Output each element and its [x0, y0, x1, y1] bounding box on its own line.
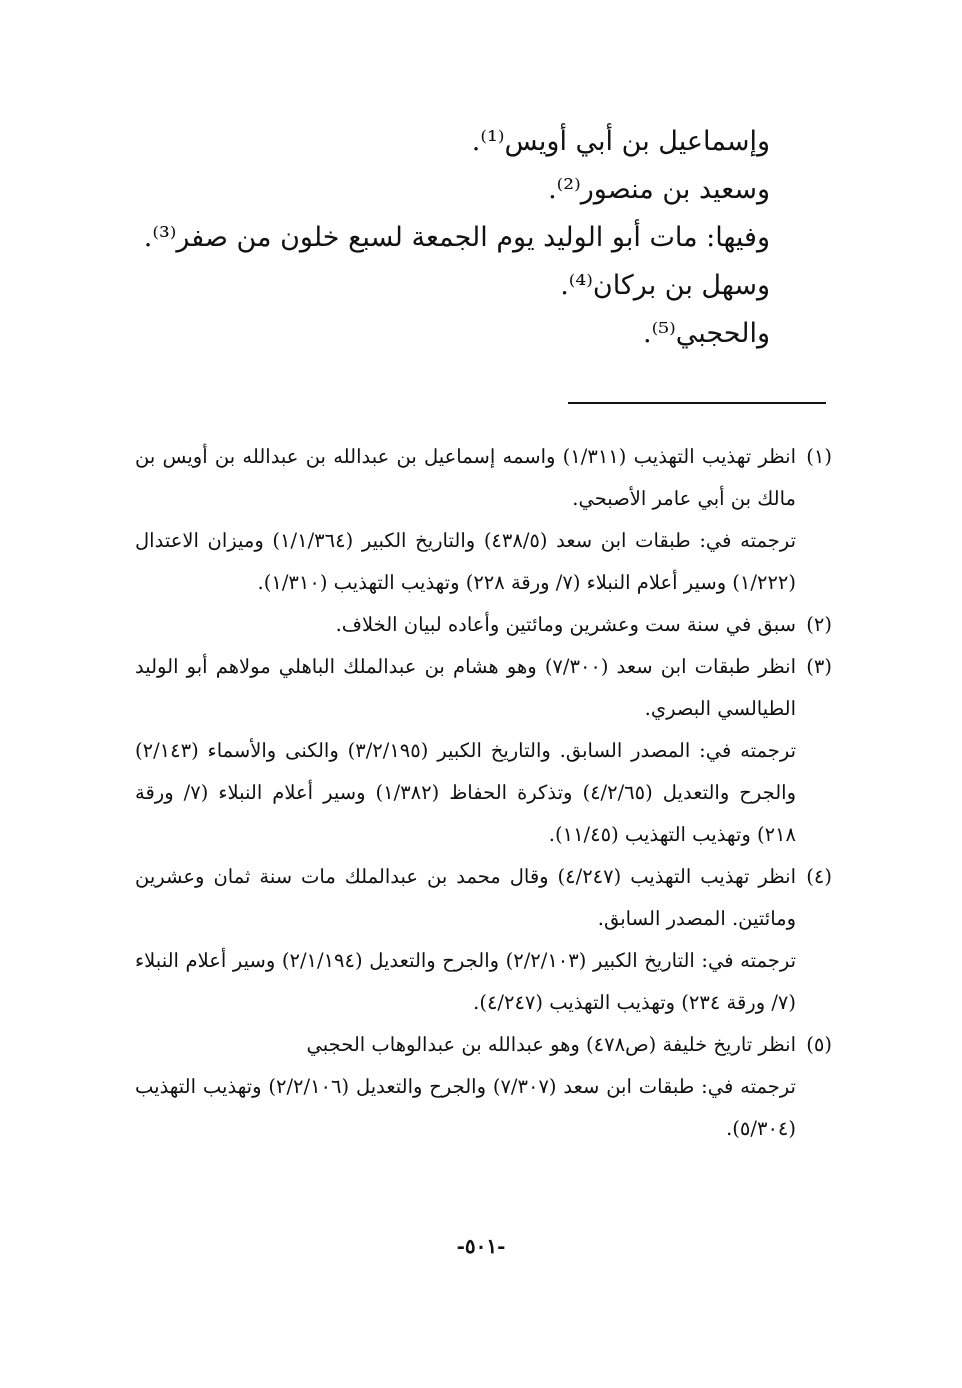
footnotes — [135, 436, 832, 1150]
footnote-number: (٢) — [806, 613, 832, 636]
footnote-paragraph: انظر تاريخ خليفة (ص٤٧٨) وهو عبدالله بن عبدالوهاب الحجبي — [306, 1033, 796, 1056]
main-text — [130, 118, 770, 358]
footnote-1 — [135, 436, 832, 604]
footnote-paragraph: ترجمته في: المصدر السابق. والتاريخ الكبير (٣/٢/١٩٥) والكنى والأسماء (٢/١٤٣) والجرح والتعديل (٤/٢/٦٥) وتذكرة الحفاظ (١/٣٨٢) وسير أعلام النبلاء (٧/ ورقة ٢١٨) وتهذيب التهذيب (١١/٤٥). — [135, 739, 797, 846]
footnote-divider — [568, 402, 826, 404]
footnote-2 — [135, 604, 832, 646]
footnote-paragraph: ترجمته في: التاريخ الكبير (٢/٢/١٠٣) والجرح والتعديل (٢/١/١٩٤) وسير أعلام النبلاء (٧/ ورقة ٢٣٤) وتهذيب التهذيب (٤/٢٤٧). — [135, 949, 797, 1014]
footnote-paragraph: انظر تهذيب التهذيب (٤/٢٤٧) وقال محمد بن عبدالملك مات سنة ثمان وعشرين ومائتين. المصدر السابق. — [135, 865, 797, 930]
footnote-number: (١) — [806, 445, 832, 468]
footnote-paragraph: ترجمته في: طبقات ابن سعد (٤٣٨/٥) والتاريخ الكبير (١/١/٣٦٤) وميزان الاعتدال (١/٢٢٢) وسير أعلام النبلاء (٧/ ورقة ٢٢٨) وتهذيب التهذيب (١/٣١٠). — [135, 529, 796, 594]
footnote-paragraph: انظر تهذيب التهذيب (١/٣١١) واسمه إسماعيل بن عبدالله بن عبدالله بن أويس بن مالك بن أبي عامر الأصبحي. — [135, 445, 796, 510]
footnote-paragraph: ترجمته في: طبقات ابن سعد (٧/٣٠٧) والجرح والتعديل (٢/٢/١٠٦) وتهذيب التهذيب (٥/٣٠٤). — [135, 1075, 796, 1140]
footnote-number: (٤) — [806, 865, 832, 888]
main-line: والحجبي⁽⁵⁾. — [643, 318, 770, 349]
footnote-5 — [135, 1024, 832, 1150]
main-line: وإسماعيل بن أبي أويس⁽¹⁾. — [471, 126, 770, 157]
footnote-4 — [135, 856, 832, 1024]
footnote-3 — [135, 646, 832, 856]
main-line: وفيها: مات أبو الوليد يوم الجمعة لسبع خلون من صفر⁽³⁾. — [143, 222, 770, 253]
footnote-paragraph: سبق في سنة ست وعشرين ومائتين وأعاده لبيان الخلاف. — [335, 613, 796, 636]
main-line: وسهل بن بركان⁽⁴⁾. — [560, 270, 770, 301]
main-line: وسعيد بن منصور⁽²⁾. — [548, 174, 770, 205]
page-number: -٥٠١- — [456, 1234, 506, 1258]
footnote-number: (٥) — [806, 1033, 832, 1056]
footnote-number: (٣) — [806, 655, 832, 678]
footnote-paragraph: انظر طبقات ابن سعد (٧/٣٠٠) وهو هشام بن عبدالملك الباهلي مولاهم أبو الوليد الطيالسي البصري. — [135, 655, 796, 720]
